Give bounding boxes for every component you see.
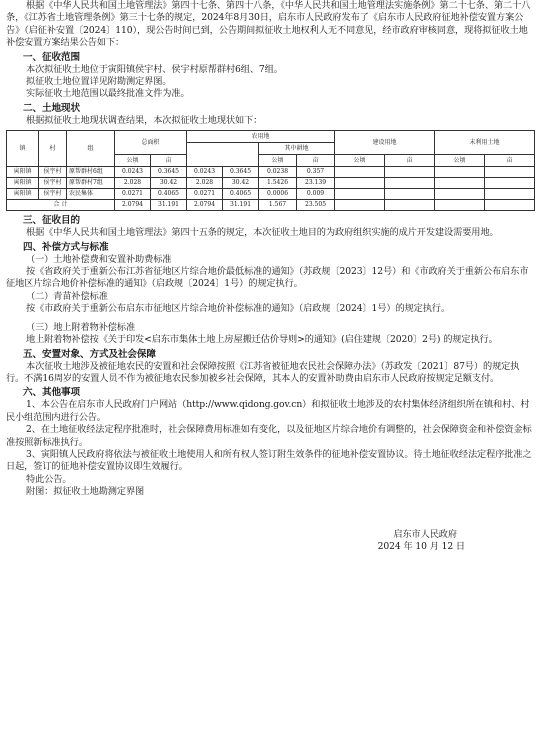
- section-4-title: 四、补偿方式与标准: [23, 241, 109, 253]
- cell-build-mu: [385, 189, 435, 200]
- section-2-p1: 根据拟征收土地现状调查结果，本次拟征收土地现状如下：: [26, 114, 263, 126]
- section-4-p2: 按《市政府关于重新公布启东市征地区片综合地价补偿标准的通知》（启政规〔2024〕1号）的规定执行。: [26, 303, 450, 315]
- cell-unused-ha: [435, 189, 485, 200]
- section-6-p2: 2、在土地征收经法定程序批准时，社会保障费用标准如有变化，以及征地区片综合地价有调整的，社会保障资金和补偿资金标准按照新标准执行。: [6, 424, 532, 448]
- cell-town: 寅阳镇: [7, 178, 39, 189]
- cell-farm-mu: 23.139: [297, 178, 335, 189]
- cell-agri-mu: 31.191: [223, 200, 259, 211]
- section-4-sub1: （一）土地补偿费和安置补助费标准: [26, 253, 172, 265]
- cell-agri-mu: 30.42: [223, 178, 259, 189]
- table-row: [7, 189, 535, 200]
- table-total-row: [7, 200, 535, 211]
- cell-unused-mu: [485, 178, 535, 189]
- cell-total-ha: 2.0794: [115, 200, 151, 211]
- signature-date: 2024 年 10 月 12 日: [377, 540, 465, 552]
- cell-total-mu: 31.191: [151, 200, 187, 211]
- section-4-sub3: （三）地上附着物补偿标准: [26, 321, 136, 333]
- cell-village: 侯宇村: [39, 178, 67, 189]
- cell-total-ha: 0.0271: [115, 189, 151, 200]
- cell-build-mu: [385, 200, 435, 211]
- header-farmland: 其中耕地: [259, 143, 335, 155]
- intro-paragraph: 根据《中华人民共和国土地管理法》第四十七条、第四十八条，《中华人民共和国土地管理法实施条例》第二十七条、第二十八条，《江苏省土地管理条例》第三十七条的规定，2024年8月30日，启东市人民政府发布了《启东市人民政府征地补偿安置方案公告》（启征补安置〔2024〕110），现公告时间已到，公告期间拟征收土地权利人无不同意见，经市政府审核同意，现将拟征收土地补偿安置方案结果公告如下：: [6, 0, 531, 49]
- section-6-p1: 1、本公告在启东市人民政府门户网站（http://www.qidong.gov.cn）和拟征收土地涉及的农村集体经济组织所在镇和村、村民小组范围内进行公告。: [6, 399, 530, 423]
- cell-unused-mu: [485, 167, 535, 178]
- section-4-sub2: （二）青苗补偿标准: [26, 290, 108, 302]
- cell-unused-mu: [485, 200, 535, 211]
- section-3-title: 三、征收目的: [23, 215, 80, 227]
- cell-group: 原帮群村6组: [67, 167, 115, 178]
- cell-agri-ha: 0.0243: [187, 167, 223, 178]
- cell-build-mu: [385, 167, 435, 178]
- header-town: 镇: [7, 131, 39, 167]
- cell-build-mu: [385, 178, 435, 189]
- cell-agri-mu: 0.3645: [223, 167, 259, 178]
- header-unused: 未利用土地: [435, 131, 535, 155]
- unit-ha: 公顷: [335, 155, 385, 167]
- header-construction: 建设用地: [335, 131, 435, 155]
- land-status-table: [6, 130, 535, 211]
- section-1-title: 一、征收范围: [23, 51, 80, 63]
- cell-village: 侯宇村: [39, 167, 67, 178]
- cell-farm-mu: 0.357: [297, 167, 335, 178]
- cell-total-label: 合 计: [7, 200, 115, 211]
- cell-group: 原帮群村7组: [67, 178, 115, 189]
- cell-farm-ha: 0.0238: [259, 167, 297, 178]
- table-row: [7, 178, 535, 189]
- unit-ha: 公顷: [435, 155, 485, 167]
- section-2-title: 二、土地现状: [23, 102, 80, 114]
- cell-agri-ha: 0.0271: [187, 189, 223, 200]
- cell-total-mu: 0.3645: [151, 167, 187, 178]
- cell-total-ha: 0.0243: [115, 167, 151, 178]
- unit-mu: 亩: [297, 155, 335, 167]
- header-agricultural: 农用地: [187, 131, 335, 143]
- unit-mu: 亩: [385, 155, 435, 167]
- cell-build-ha: [335, 167, 385, 178]
- cell-town: 寅阳镇: [7, 167, 39, 178]
- cell-farm-mu: 23.505: [297, 200, 335, 211]
- section-1-p3: 实际征收土地范围以最终批准文件为准。: [26, 88, 190, 100]
- announcement-document: [6, 0, 535, 553]
- signature-issuer: 启东市人民政府: [393, 528, 457, 540]
- closing-line: 特此公告。: [26, 473, 72, 485]
- section-3-p1: 根据《中华人民共和国土地管理法》第四十五条的规定，本次征收土地目的为政府组织实施的成片开发建设需要用地。: [26, 227, 499, 239]
- unit-mu: 亩: [151, 155, 187, 167]
- cell-agri-mu: 0.4065: [223, 189, 259, 200]
- cell-agri-ha: 2.028: [187, 178, 223, 189]
- cell-total-mu: 0.4065: [151, 189, 187, 200]
- cell-group: 农民集体: [67, 189, 115, 200]
- cell-farm-ha: 1.5426: [259, 178, 297, 189]
- cell-unused-ha: [435, 200, 485, 211]
- cell-build-ha: [335, 178, 385, 189]
- section-1-p1: 本次拟征收土地位于寅阳镇侯宇村、侯宇村原帮群村6组、7组。: [26, 63, 283, 75]
- header-agri-subtotal: [187, 143, 259, 167]
- cell-unused-ha: [435, 178, 485, 189]
- section-5-title: 五、安置对象、方式及社会保障: [23, 348, 156, 360]
- section-4-p1: 按《省政府关于重新公布江苏省征地区片综合地价最低标准的通知》（苏政规〔2023〕12号）和《市政府关于重新公布启东市征地区片综合地价补偿标准的通知》（启政规〔2024〕1号）的规定执行。: [6, 266, 529, 290]
- cell-build-ha: [335, 189, 385, 200]
- cell-farm-ha: 1.567: [259, 200, 297, 211]
- cell-unused-ha: [435, 167, 485, 178]
- unit-ha: 公顷: [259, 155, 297, 167]
- section-6-title: 六、其他事项: [23, 387, 80, 399]
- cell-agri-ha: 2.0794: [187, 200, 223, 211]
- cell-farm-ha: 0.0006: [259, 189, 297, 200]
- cell-unused-mu: [485, 189, 535, 200]
- header-village: 村: [39, 131, 67, 167]
- cell-total-ha: 2.028: [115, 178, 151, 189]
- cell-farm-mu: 0.009: [297, 189, 335, 200]
- section-6-p3: 3、寅阳镇人民政府将依法与被征收土地使用人和所有权人签订附生效条件的征地补偿安置协议。待土地征收经法定程序批准之日起，签订的征地补偿安置协议即生效履行。: [6, 448, 532, 473]
- unit-ha: 公顷: [115, 155, 151, 167]
- header-total-area: 总面积: [115, 131, 187, 155]
- cell-village: 侯宇村: [39, 189, 67, 200]
- unit-mu: 亩: [485, 155, 535, 167]
- cell-town: 寅阳镇: [7, 189, 39, 200]
- section-5-p1: 本次征收土地涉及被征地农民的安置和社会保障按照《江苏省被征地农民社会保障办法》（苏政发〔2021〕87号）的规定执行。不满16周岁的安置人员不作为被征地农民参加被乡社会保障，其本人的安置补助费由启东市人民政府按规定足额支付。: [6, 360, 520, 384]
- section-1-p2: 拟征收土地位置详见附勘测定界图。: [26, 76, 172, 88]
- cell-build-ha: [335, 200, 385, 211]
- table-row: [7, 167, 535, 178]
- section-4-p3: 地上附着物补偿按《关于印发<启东市集体土地上房屋搬迁估价导则>的通知》(启住建规〔2020〕2号) 的规定执行。: [26, 334, 498, 346]
- header-group: 组: [67, 131, 115, 167]
- cell-total-mu: 30.42: [151, 178, 187, 189]
- attachment-line: 附图：拟征收土地勘测定界图: [26, 486, 145, 498]
